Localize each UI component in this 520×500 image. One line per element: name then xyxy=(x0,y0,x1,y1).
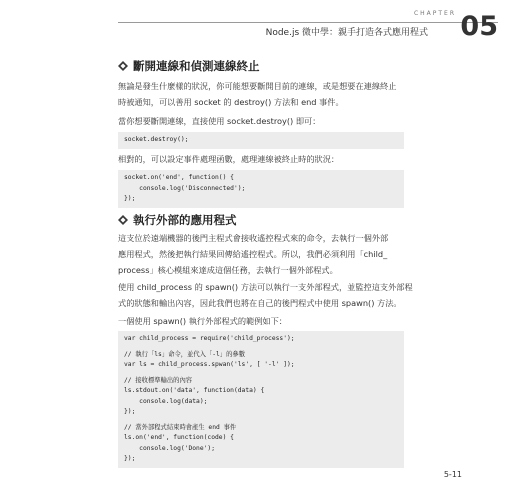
section-heading-text: 斷開連線和偵測連線終止 xyxy=(133,59,260,73)
diamond-bullet-icon xyxy=(118,215,128,225)
text-line: 時被通知，可以善用 socket 的 destroy() 方法和 end 事件。 xyxy=(118,97,344,107)
text-line: 這支位於遠端機器的後門主程式會接收遙控程式來的命令，去執行一個外部 xyxy=(118,233,389,243)
code-block-end-event xyxy=(118,170,404,208)
section-heading-disconnect xyxy=(118,58,260,74)
code-line: socket.on('end', function() { xyxy=(124,174,234,181)
code-line: }); xyxy=(124,408,136,415)
code-line: console.log('Disconnected'); xyxy=(124,184,246,192)
code-line: socket.destroy(); xyxy=(124,136,189,143)
section-heading-external-app xyxy=(118,212,237,228)
code-line: console.log(data); xyxy=(124,397,208,405)
code-line: ls.stdout.on('data', function(data) { xyxy=(124,387,265,394)
code-comment: // 執行「ls」命令，並代入「-l」的參數 xyxy=(124,350,245,358)
text-line: process」核心模組來達成這個任務，去執行一個外部程式。 xyxy=(118,265,338,275)
code-block-destroy xyxy=(118,132,404,149)
paragraph-spawn-description xyxy=(118,279,413,311)
paragraph-backdoor-intro xyxy=(118,230,406,278)
chapter-label: CHAPTER xyxy=(413,10,456,17)
text-line: 使用 child_process 的 spawn() 方法可以執行一支外部程式，並監控這支外部程 xyxy=(118,282,413,292)
chapter-number: 05 xyxy=(460,11,498,42)
paragraph-spawn-example xyxy=(118,313,406,329)
paragraph-destroy-usage xyxy=(118,113,406,129)
diamond-bullet-icon xyxy=(118,61,128,71)
code-line: }); xyxy=(124,195,136,202)
paragraph-disconnect-intro xyxy=(118,78,406,110)
text-line: 無論是發生什麼樣的狀況，你可能想要斷開目前的連線，或是想要在連線終止 xyxy=(118,81,397,91)
text-line: 當你想要斷開連線，直接使用 socket.destroy() 即可： xyxy=(118,116,321,126)
chapter-title: Node.js 微中學：親手打造各式應用程式 xyxy=(265,28,428,38)
page-number: 5-11 xyxy=(443,470,462,479)
code-line: }); xyxy=(124,455,136,462)
code-line: var ls = child_process.spwan('ls', [ '-l' ]); xyxy=(124,361,295,368)
text-line: 式的狀態和輸出內容，因此我們也將在自己的後門程式中使用 spawn() 方法。 xyxy=(118,298,402,308)
section-heading-text: 執行外部的應用程式 xyxy=(133,213,237,227)
text-line: 一個使用 spawn() 執行外部程式的範例如下： xyxy=(118,316,287,326)
header-rule xyxy=(118,22,498,23)
paragraph-end-handler xyxy=(118,151,406,167)
code-line: ls.on('end', function(code) { xyxy=(124,434,234,441)
code-line: console.log('Done'); xyxy=(124,444,215,452)
code-comment: // 接收標準輸出的內容 xyxy=(124,376,193,384)
text-line: 相對的，可以設定事件處理函數，處理連線被終止時的狀況： xyxy=(118,154,340,164)
code-line: var child_process = require('child_process'); xyxy=(124,335,295,342)
code-block-spawn-example xyxy=(118,331,404,468)
text-line: 應用程式，然後把執行結果回傳給遙控程式。所以，我們必須利用「child_ xyxy=(118,249,388,259)
code-comment: // 當外部程式結束時會產生 end 事件 xyxy=(124,423,237,431)
